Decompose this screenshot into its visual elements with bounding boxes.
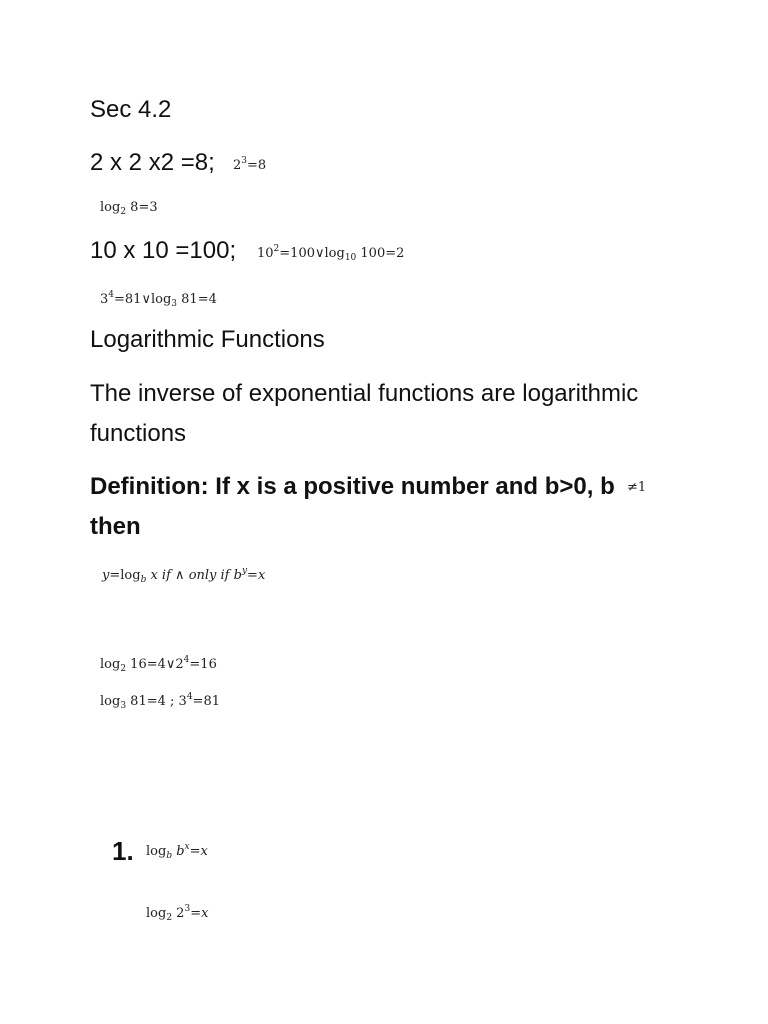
equation-definition: $y=\log_b$ x if ∧ only if $b^y=x$ <box>102 566 266 585</box>
equation-log2-8: $\log_2 8=3$ <box>100 200 158 217</box>
equation-10-squared: $10^2=100\vee\log_{10}$ 100=2 <box>257 244 405 263</box>
definition-not-equal-one: ≠1 <box>627 480 647 495</box>
inverse-statement: The inverse of exponential functions are logarithmic functions <box>90 380 639 447</box>
definition-then: then <box>90 513 141 540</box>
equation-3-to-4: $3^4=81\vee\log_3$ 81=4 <box>100 290 217 309</box>
equation-example-log3-81: $\log_3 81=4$ ; $3^4=81$ <box>100 692 220 711</box>
product-10x10-text: 10 x 10 =100; <box>90 237 237 264</box>
equation-log2-2-cubed: $\log_2 2^3=x$ <box>146 904 209 923</box>
definition-main: Definition: If x is a positive number and b>0, b <box>90 473 615 500</box>
equation-example-log2-16: $\log_2$ $16=4\vee 2^4=16$ <box>100 655 217 674</box>
section-heading: Sec 4.2 <box>90 96 172 123</box>
section-title: Logarithmic Functions <box>90 326 325 353</box>
list-item-number-1: 1. <box>112 836 134 866</box>
equation-2-cubed: $2^3=8$ <box>233 156 267 173</box>
product-2x2x2-text: 2 x 2 x2 =8; <box>90 149 215 176</box>
definition-text <box>90 467 630 547</box>
equation-log-b-b-x: $\log_b b^x=x$ <box>146 842 208 861</box>
